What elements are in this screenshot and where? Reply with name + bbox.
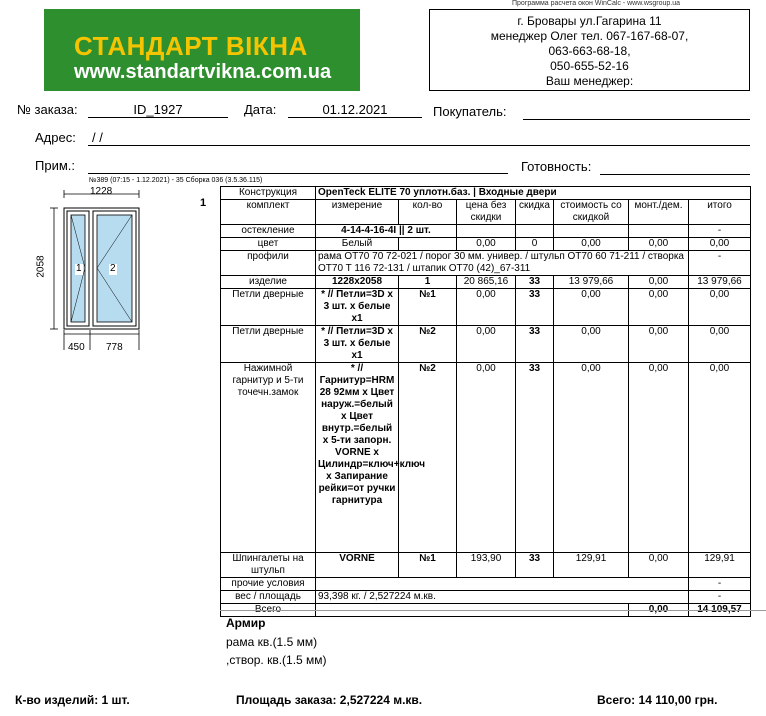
table-row	[221, 578, 751, 591]
table-cell: 0,00	[689, 289, 751, 326]
contact-box	[429, 9, 750, 91]
table-cell: 0,00	[629, 553, 689, 578]
address-value: / /	[92, 130, 103, 145]
table-cell: Нажимной гарнитур и 5-ти точечн.замок	[221, 363, 316, 553]
door-drawing	[35, 184, 180, 354]
table-cell: №1	[399, 553, 457, 578]
logo-url: www.standartvikna.com.ua	[74, 61, 332, 83]
table-cell: 1228x2058	[316, 276, 399, 289]
footer-area: Площадь заказа: 2,527224 м.кв.	[236, 693, 423, 707]
table-cell: Конструкция	[221, 187, 316, 200]
table-cell: прочие условия	[221, 578, 316, 591]
table-cell: Всего	[221, 604, 316, 617]
footer-total: Всего: 14 110,00 грн.	[597, 693, 718, 707]
table-cell: 0,00	[457, 238, 516, 251]
table-header: комплект	[221, 200, 316, 225]
ready-label: Готовность:	[521, 159, 592, 174]
address-field	[88, 130, 750, 146]
table-cell: Петли дверные	[221, 289, 316, 326]
table-cell: VORNE	[316, 553, 399, 578]
table-cell: 0,00	[629, 604, 689, 617]
table-cell: 0,00	[457, 326, 516, 363]
table-header: измерение	[316, 200, 399, 225]
table-cell: №2	[399, 326, 457, 363]
company-logo	[44, 9, 360, 91]
armir-line: рама кв.(1.5 мм)	[226, 635, 318, 649]
table-cell: -	[689, 591, 751, 604]
table-cell: 0,00	[689, 363, 751, 553]
table-cell: * // Гарнитур=HRM 28 92мм х Цвет наруж.=белый х Цвет внутр.=белый х 5-ти запорн. VORNE х Цилиндр=ключ+ключ х Запирание рейки=от ручки гарнитура	[316, 363, 399, 553]
table-cell: профили	[221, 251, 316, 276]
date-value: 01.12.2021	[288, 102, 422, 118]
table-cell: Петли дверные	[221, 326, 316, 363]
contact-line: Ваш менеджер:	[545, 74, 634, 88]
table-cell: 0,00	[554, 363, 629, 553]
table-cell	[399, 238, 457, 251]
armir-line: ,створ. кв.(1.5 мм)	[226, 653, 327, 667]
dim-width-total: 1228	[90, 186, 113, 197]
address-label: Адрес:	[35, 130, 76, 145]
table-cell: -	[689, 225, 751, 238]
table-cell: 0,00	[629, 238, 689, 251]
table-cell: -	[689, 578, 751, 591]
table-cell: изделие	[221, 276, 316, 289]
table-header: монт./дем.	[629, 200, 689, 225]
ready-field	[600, 159, 750, 175]
table-cell: * // Петли=3D х 3 шт. х белые х1	[316, 289, 399, 326]
table-row	[221, 187, 751, 200]
order-number-value: ID_1927	[88, 102, 228, 118]
table-cell: 33	[516, 553, 554, 578]
table-cell: 0,00	[554, 238, 629, 251]
table-cell: -	[689, 251, 751, 276]
buyer-label: Покупатель:	[433, 104, 507, 119]
table-cell: OpenTeck ELITE 70 уплотн.баз. | Входные двери	[316, 187, 751, 200]
table-cell: 33	[516, 276, 554, 289]
table-cell: 0,00	[629, 363, 689, 553]
sash-label-2: 2	[110, 263, 116, 274]
table-cell: №2	[399, 363, 457, 553]
buyer-field	[523, 104, 750, 120]
table-cell: 93,398 кг. / 2,527224 м.кв.	[316, 591, 689, 604]
table-cell: вес / площадь	[221, 591, 316, 604]
order-number-label: № заказа:	[17, 102, 78, 117]
table-cell	[316, 578, 689, 591]
spec-table	[220, 186, 751, 617]
table-cell: 13 979,66	[689, 276, 751, 289]
build-note: №389 (07:15 - 1.12.2021) - 35 Сборка 036 (3.5.36.115)	[89, 177, 263, 184]
table-row	[221, 553, 751, 578]
table-cell: 33	[516, 363, 554, 553]
table-header: стоимость со скидкой	[554, 200, 629, 225]
date-label: Дата:	[244, 102, 277, 117]
table-cell: 33	[516, 289, 554, 326]
table-cell: 193,90	[457, 553, 516, 578]
table-cell: Белый	[316, 238, 399, 251]
table-cell: 14 109,57	[689, 604, 751, 617]
table-cell: цвет	[221, 238, 316, 251]
table-cell: 0,00	[457, 363, 516, 553]
table-cell: 0,00	[689, 238, 751, 251]
table-cell: 0,00	[554, 289, 629, 326]
armir-title: Армир	[226, 616, 266, 630]
table-cell: 129,91	[689, 553, 751, 578]
table-cell	[629, 225, 689, 238]
logo-name: СТАНДАРТ ВІКНА	[74, 31, 308, 61]
contact-line: г. Бровары ул.Гагарина 11	[517, 14, 662, 28]
table-row	[221, 251, 751, 276]
item-number: 1	[200, 197, 207, 209]
table-cell: 20 865,16	[457, 276, 516, 289]
table-cell	[457, 225, 516, 238]
table-cell	[516, 225, 554, 238]
table-cell: 0,00	[457, 289, 516, 326]
dim-height-total: 2058	[35, 255, 47, 278]
table-header: итого	[689, 200, 751, 225]
table-row	[221, 326, 751, 363]
table-row	[221, 289, 751, 326]
table-cell: остекление	[221, 225, 316, 238]
table-header: цена без скидки	[457, 200, 516, 225]
contact-line: 063-663-68-18,	[548, 44, 631, 58]
table-header: скидка	[516, 200, 554, 225]
table-cell	[554, 225, 629, 238]
table-cell: 4-14-4-16-4I || 2 шт.	[316, 225, 457, 238]
table-row	[221, 363, 751, 553]
table-cell: 0,00	[689, 326, 751, 363]
table-cell: Шпингалеты на штульп	[221, 553, 316, 578]
divider	[220, 610, 766, 611]
dim-width-left: 450	[68, 342, 85, 353]
table-cell: 13 979,66	[554, 276, 629, 289]
table-cell: 1	[399, 276, 457, 289]
footer-count: К-во изделий: 1 шт.	[15, 693, 130, 707]
table-row	[221, 591, 751, 604]
table-cell: 0,00	[554, 326, 629, 363]
table-cell: рама OT70 70 72-021 / порог 30 мм. универ. / штульп OT70 60 71-211 / створка OT70 T 116 72-131 / штапик OT70 (42)_67-311	[316, 251, 689, 276]
dim-width-right: 778	[106, 342, 123, 353]
table-row	[221, 225, 751, 238]
contact-line: 050-655-52-16	[550, 59, 629, 73]
table-cell: * // Петли=3D х 3 шт. х белые х1	[316, 326, 399, 363]
table-cell: 129,91	[554, 553, 629, 578]
table-cell: 0,00	[629, 289, 689, 326]
contact-line: менеджер Олег тел. 067-167-68-07,	[490, 29, 689, 43]
table-cell: 0,00	[629, 276, 689, 289]
table-row	[221, 238, 751, 251]
table-header-row	[221, 200, 751, 225]
table-row	[221, 276, 751, 289]
table-cell: 0,00	[629, 326, 689, 363]
table-cell: 0	[516, 238, 554, 251]
note-label: Прим.:	[35, 158, 75, 173]
table-cell: 33	[516, 326, 554, 363]
note-field	[88, 158, 508, 174]
sash-label-1: 1	[76, 263, 82, 274]
program-note: Программа расчета окон WinCalc - www.wsgroup.ua	[512, 0, 681, 7]
table-cell: №1	[399, 289, 457, 326]
table-header: кол-во	[399, 200, 457, 225]
